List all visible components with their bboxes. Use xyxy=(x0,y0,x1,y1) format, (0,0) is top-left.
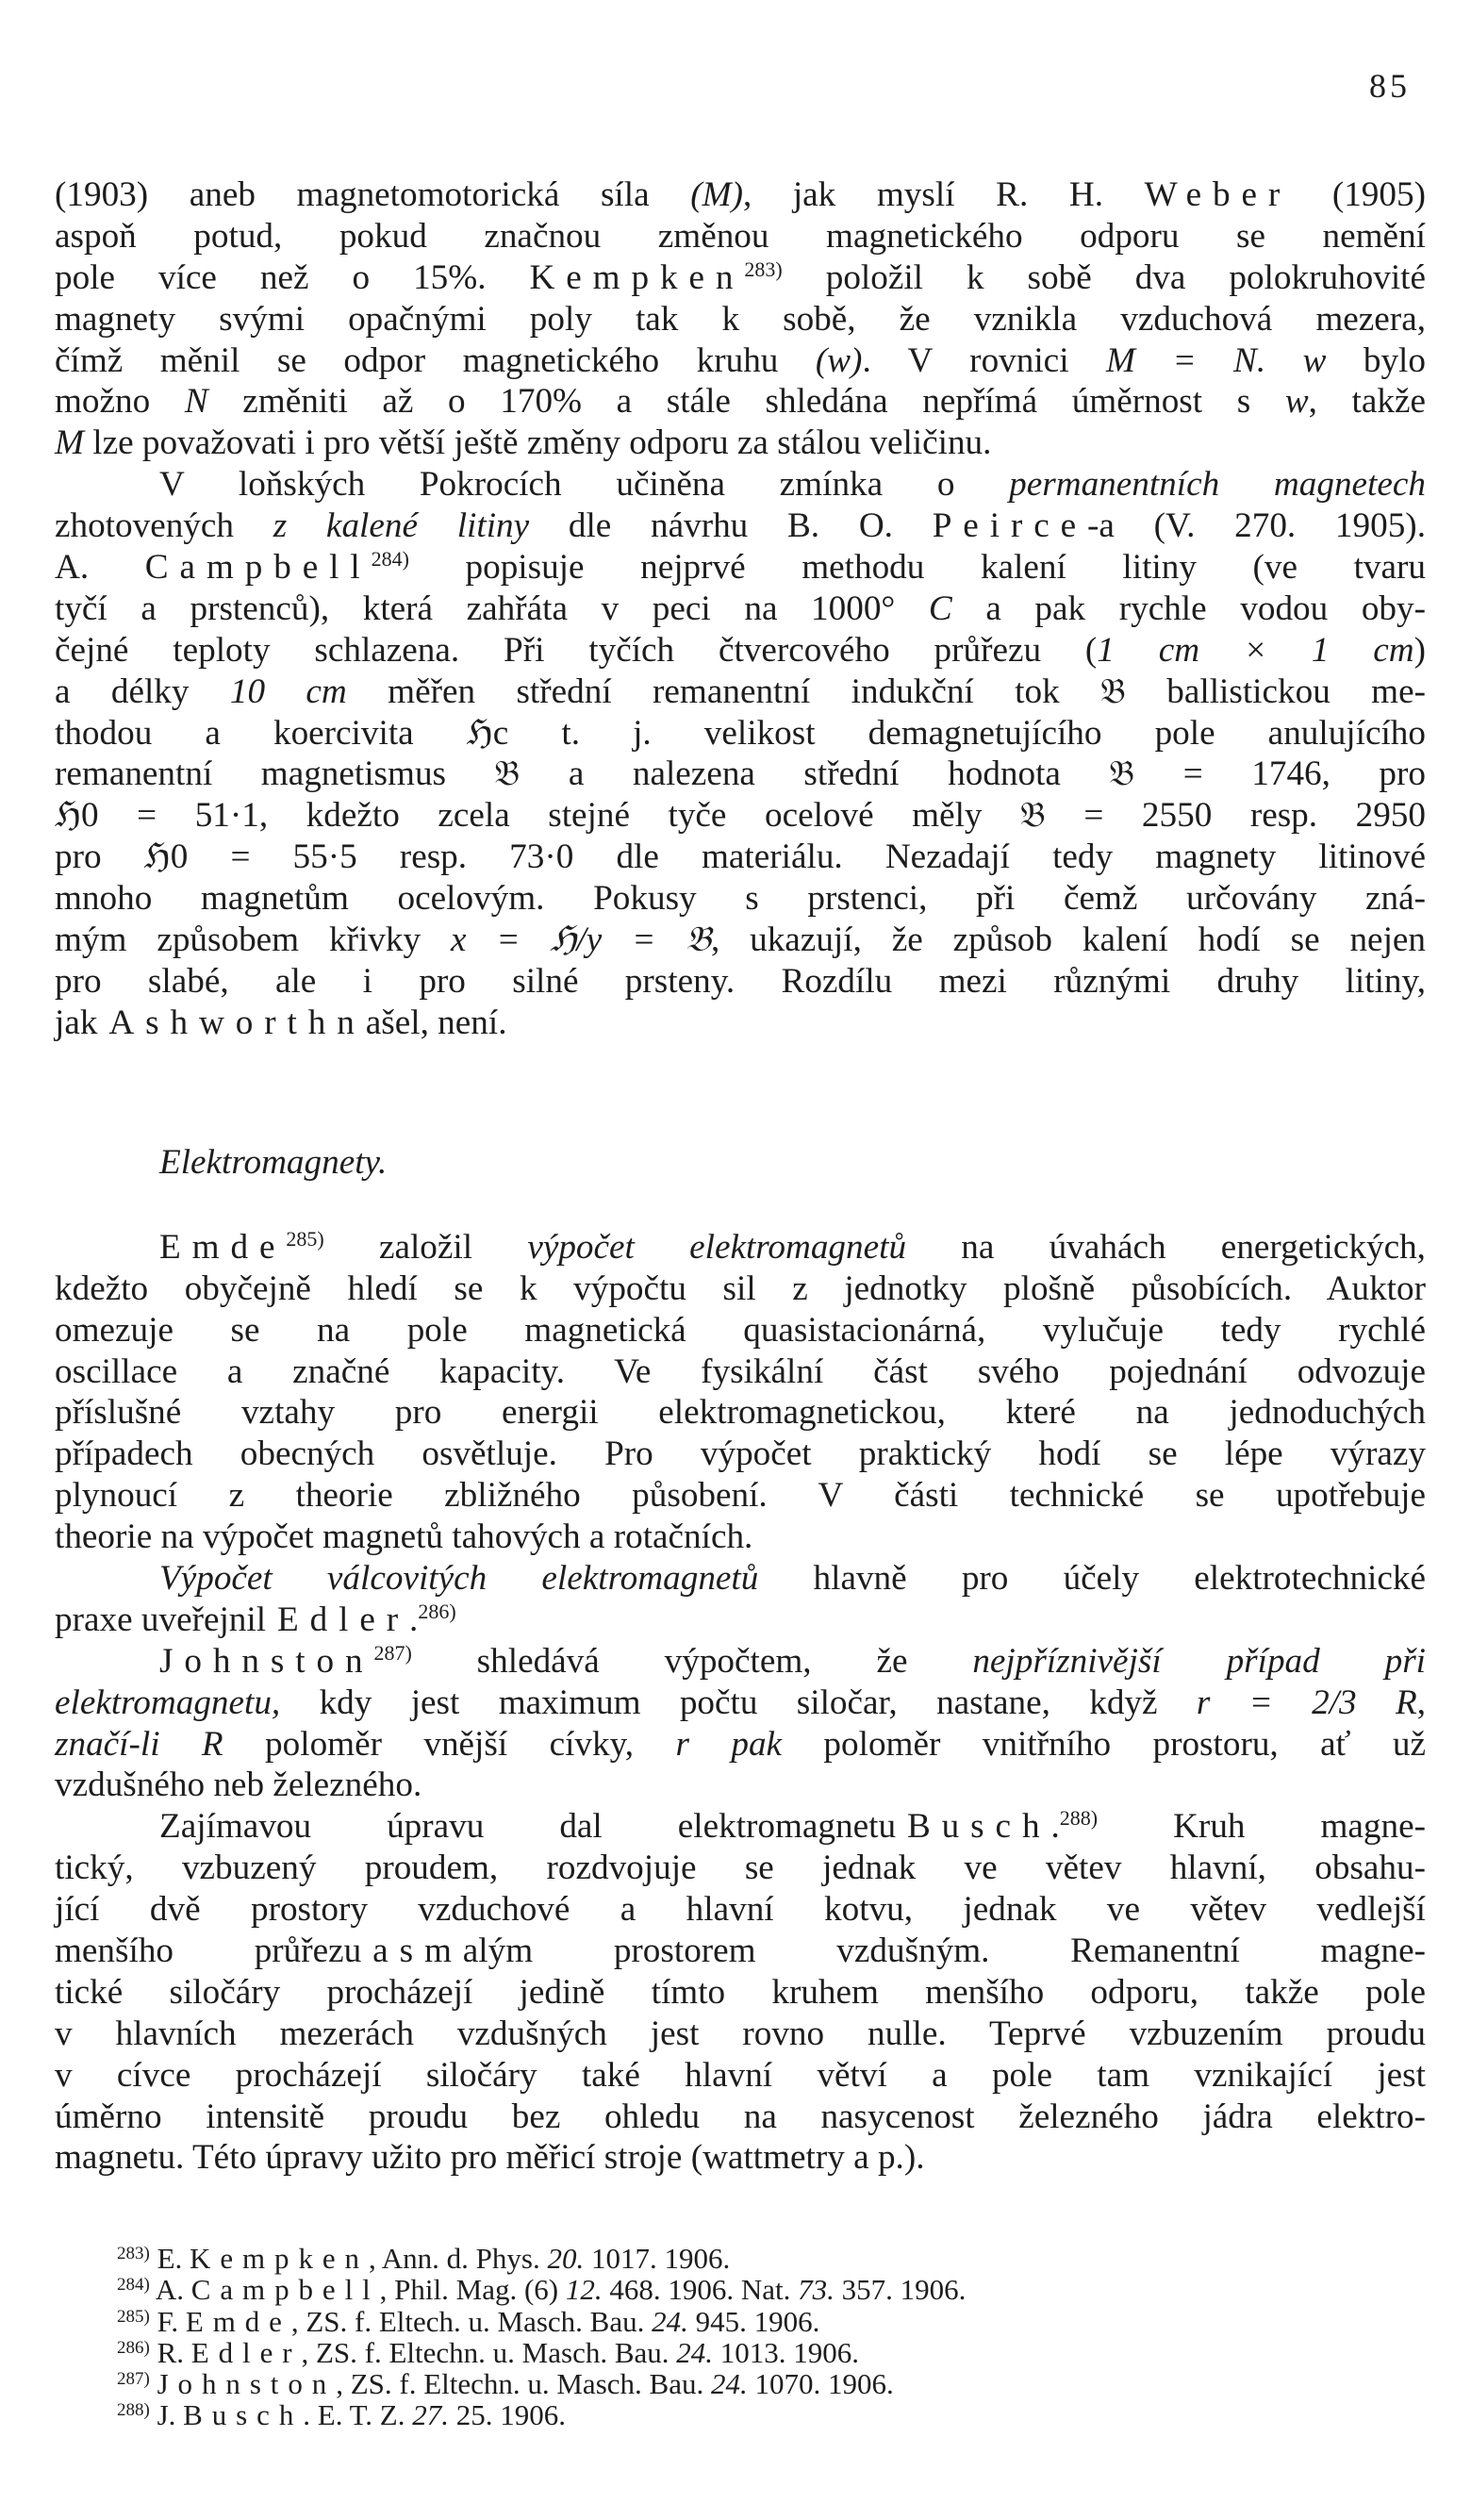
text-line: v hlavních mezerách vzdušných jest rovno nulle. Teprvé vzbuzením proudu xyxy=(55,2014,1426,2053)
text-line: značí-li R poloměr vnější cívky, r pak poloměr vnitřního prostoru, ať už xyxy=(55,1724,1427,1764)
text-line: tyčí a prstenců), která zahřáta v peci na 1000° C a pak rychle vodou oby- xyxy=(55,589,1426,628)
text-line: thodou a koercivita ℌc t. j. velikost demagnetujícího pole anulujícího xyxy=(55,713,1426,753)
text-line: magnety svými opačnými poly tak k sobě, že vznikla vzduchová mezera, xyxy=(55,299,1426,339)
footnote: $^{288)}$ J. Busch. E. T. Z. 27. 25. 1906. xyxy=(117,2398,566,2432)
footnotes xyxy=(117,2243,966,2431)
text-line: V loňských Pokrocích učiněna zmínka o permanentních magnetech xyxy=(159,465,1426,505)
text-block-electromagnets xyxy=(55,1080,1426,2179)
text-line: praxe uveřejnilEdler.$^{286)}$ xyxy=(55,1599,456,1639)
text-line: Johnston$^{287)}$ shledává výpočtem, že nejpříznivější případ při xyxy=(159,1640,1427,1681)
text-line: M lze považovati i pro větší ještě změny odporu za stálou veličinu. xyxy=(55,423,992,463)
text-line: pro ℌ0 = 55·5 resp. 73·0 dle materiálu. Nezadají tedy magnety litinové xyxy=(55,837,1426,877)
text-line: pro slabé, ale i pro silné prsteny. Rozdílu mezi různými druhy litiny, xyxy=(55,961,1426,1001)
text-line: jakAshworthnašel, není. xyxy=(55,1003,507,1042)
text-line: ℌ0 = 51·1, kdežto zcela stejné tyče ocelové měly 𝔅 = 2550 resp. 2950 xyxy=(55,796,1426,836)
text-line: Emde$^{285)}$ založil výpočet elektromagnetů na úvahách energetických, xyxy=(159,1226,1426,1267)
text-line: (1903) aneb magnetomotorická síla (M), jak myslí R. H. Weber (1905) xyxy=(55,175,1426,214)
text-line: omezuje se na pole magnetická quasistacionárná, vylučuje tedy rychlé xyxy=(55,1310,1426,1350)
text-line: a délky 10 cm měřen střední remanentní indukční tok 𝔅 ballistickou me- xyxy=(55,671,1426,711)
text-line: čímž měnil se odpor magnetického kruhu (w). V rovnici M = N. w bylo xyxy=(55,340,1426,380)
text-line: tické siločáry procházejí jedině tímto kruhem menšího odporu, takže pole xyxy=(55,1972,1426,2012)
text-line: Výpočet válcovitých elektromagnetů hlavně pro účely elektrotechnické xyxy=(159,1559,1426,1599)
text-line: magnetu. Této úpravy užito pro měřicí stroje (wattmetry a p.). xyxy=(55,2138,925,2178)
text-line: remanentní magnetismus 𝔅 a nalezena střední hodnota 𝔅 = 1746, pro xyxy=(55,754,1426,794)
text-line: možno N změniti až o 170% a stále shledána nepřímá úměrnost s w, takže xyxy=(55,382,1426,422)
text-line: elektromagnetu, kdy jest maximum počtu siločar, nastane, když r = 2/3 R, xyxy=(55,1683,1426,1722)
footnote: $^{283)}$ E. Kempken, Ann. d. Phys. 20. 1017. 1906. xyxy=(117,2242,731,2275)
footnote: $^{284)}$ A. Campbell, Phil. Mag. (6) 12. 468. 1906. Nat. 73. 357. 1906. xyxy=(117,2273,967,2307)
text-line: theorie na výpočet magnetů tahových a rotačních. xyxy=(55,1517,753,1557)
text-line: mnoho magnetům ocelovým. Pokusy s prstenci, při čemž určovány zná- xyxy=(55,879,1426,919)
text-line: oscillace a značné kapacity. Ve fysikální část svého pojednání odvozuje xyxy=(55,1351,1426,1391)
text-block-permanent-magnets xyxy=(55,174,1426,1044)
text-line: příslušné vztahy pro energii elektromagnetickou, které na jednoduchých xyxy=(55,1393,1426,1433)
text-line: pole více než o 15%. Kempken$^{283)}$ položil k sobě dva polokruhovité xyxy=(55,257,1427,297)
text-line: úměrno intensitě proudu bez ohledu na nasycenost železného jádra elektro- xyxy=(55,2097,1426,2136)
text-line: kdežto obyčejně hledí se k výpočtu sil z jednotky plošně působících. Auktor xyxy=(55,1268,1426,1308)
footnote: $^{286)}$ R. Edler, ZS. f. Eltechn. u. Masch. Bau. 24. 1013. 1906. xyxy=(117,2335,860,2369)
text-line: menšího průřezuasmalým prostorem vzdušným. Remanentní magne- xyxy=(55,1931,1427,1971)
text-line: případech obecných osvětluje. Pro výpočet praktický hodí se lépe výrazy xyxy=(55,1434,1426,1474)
text-line: plynoucí z theorie zbližného působení. V části technické se upotřebuje xyxy=(55,1476,1426,1516)
text-line: zhotovených z kalené litiny dle návrhu B. O. Peirce-a (V. 270. 1905). xyxy=(55,506,1426,546)
footnote: $^{285)}$ F. Emde, ZS. f. Eltech. u. Masch. Bau. 24. 945. 1906. xyxy=(117,2304,820,2338)
page-number: 85 xyxy=(1369,67,1411,105)
text-line: v cívce procházejí siločáry také hlavní větví a pole tam vznikající jest xyxy=(55,2055,1426,2095)
text-line: jící dvě prostory vzduchové a hlavní kotvu, jednak ve větev vedlejší xyxy=(55,1890,1426,1930)
text-line: aspoň potud, pokud značnou změnou magnetického odporu se nemění xyxy=(55,216,1426,256)
text-line: čejné teploty schlazena. Při tyčích čtvercového průřezu (1 cm × 1 cm) xyxy=(55,630,1426,670)
section-heading: Elektromagnety. xyxy=(159,1143,388,1182)
text-line: Zajímavou úpravu dal elektromagnetuBusch.$^{288)}$ Kruh magne- xyxy=(159,1806,1427,1847)
text-line: vzdušného neb železného. xyxy=(55,1766,422,1805)
text-line: mým způsobem křivky x = ℌ/y = 𝔅, ukazují, že způsob kalení hodí se nejen xyxy=(55,920,1426,960)
footnote: $^{287)}$ Johnston, ZS. f. Eltechn. u. Masch. Bau. 24. 1070. 1906. xyxy=(117,2367,894,2401)
text-line: tický, vzbuzený proudem, rozdvojuje se jednak ve větev hlavní, obsahu- xyxy=(55,1849,1426,1888)
text-line: A. Campbell$^{284)}$ popisuje nejprvé methodu kalení litiny (ve tvaru xyxy=(55,547,1426,588)
